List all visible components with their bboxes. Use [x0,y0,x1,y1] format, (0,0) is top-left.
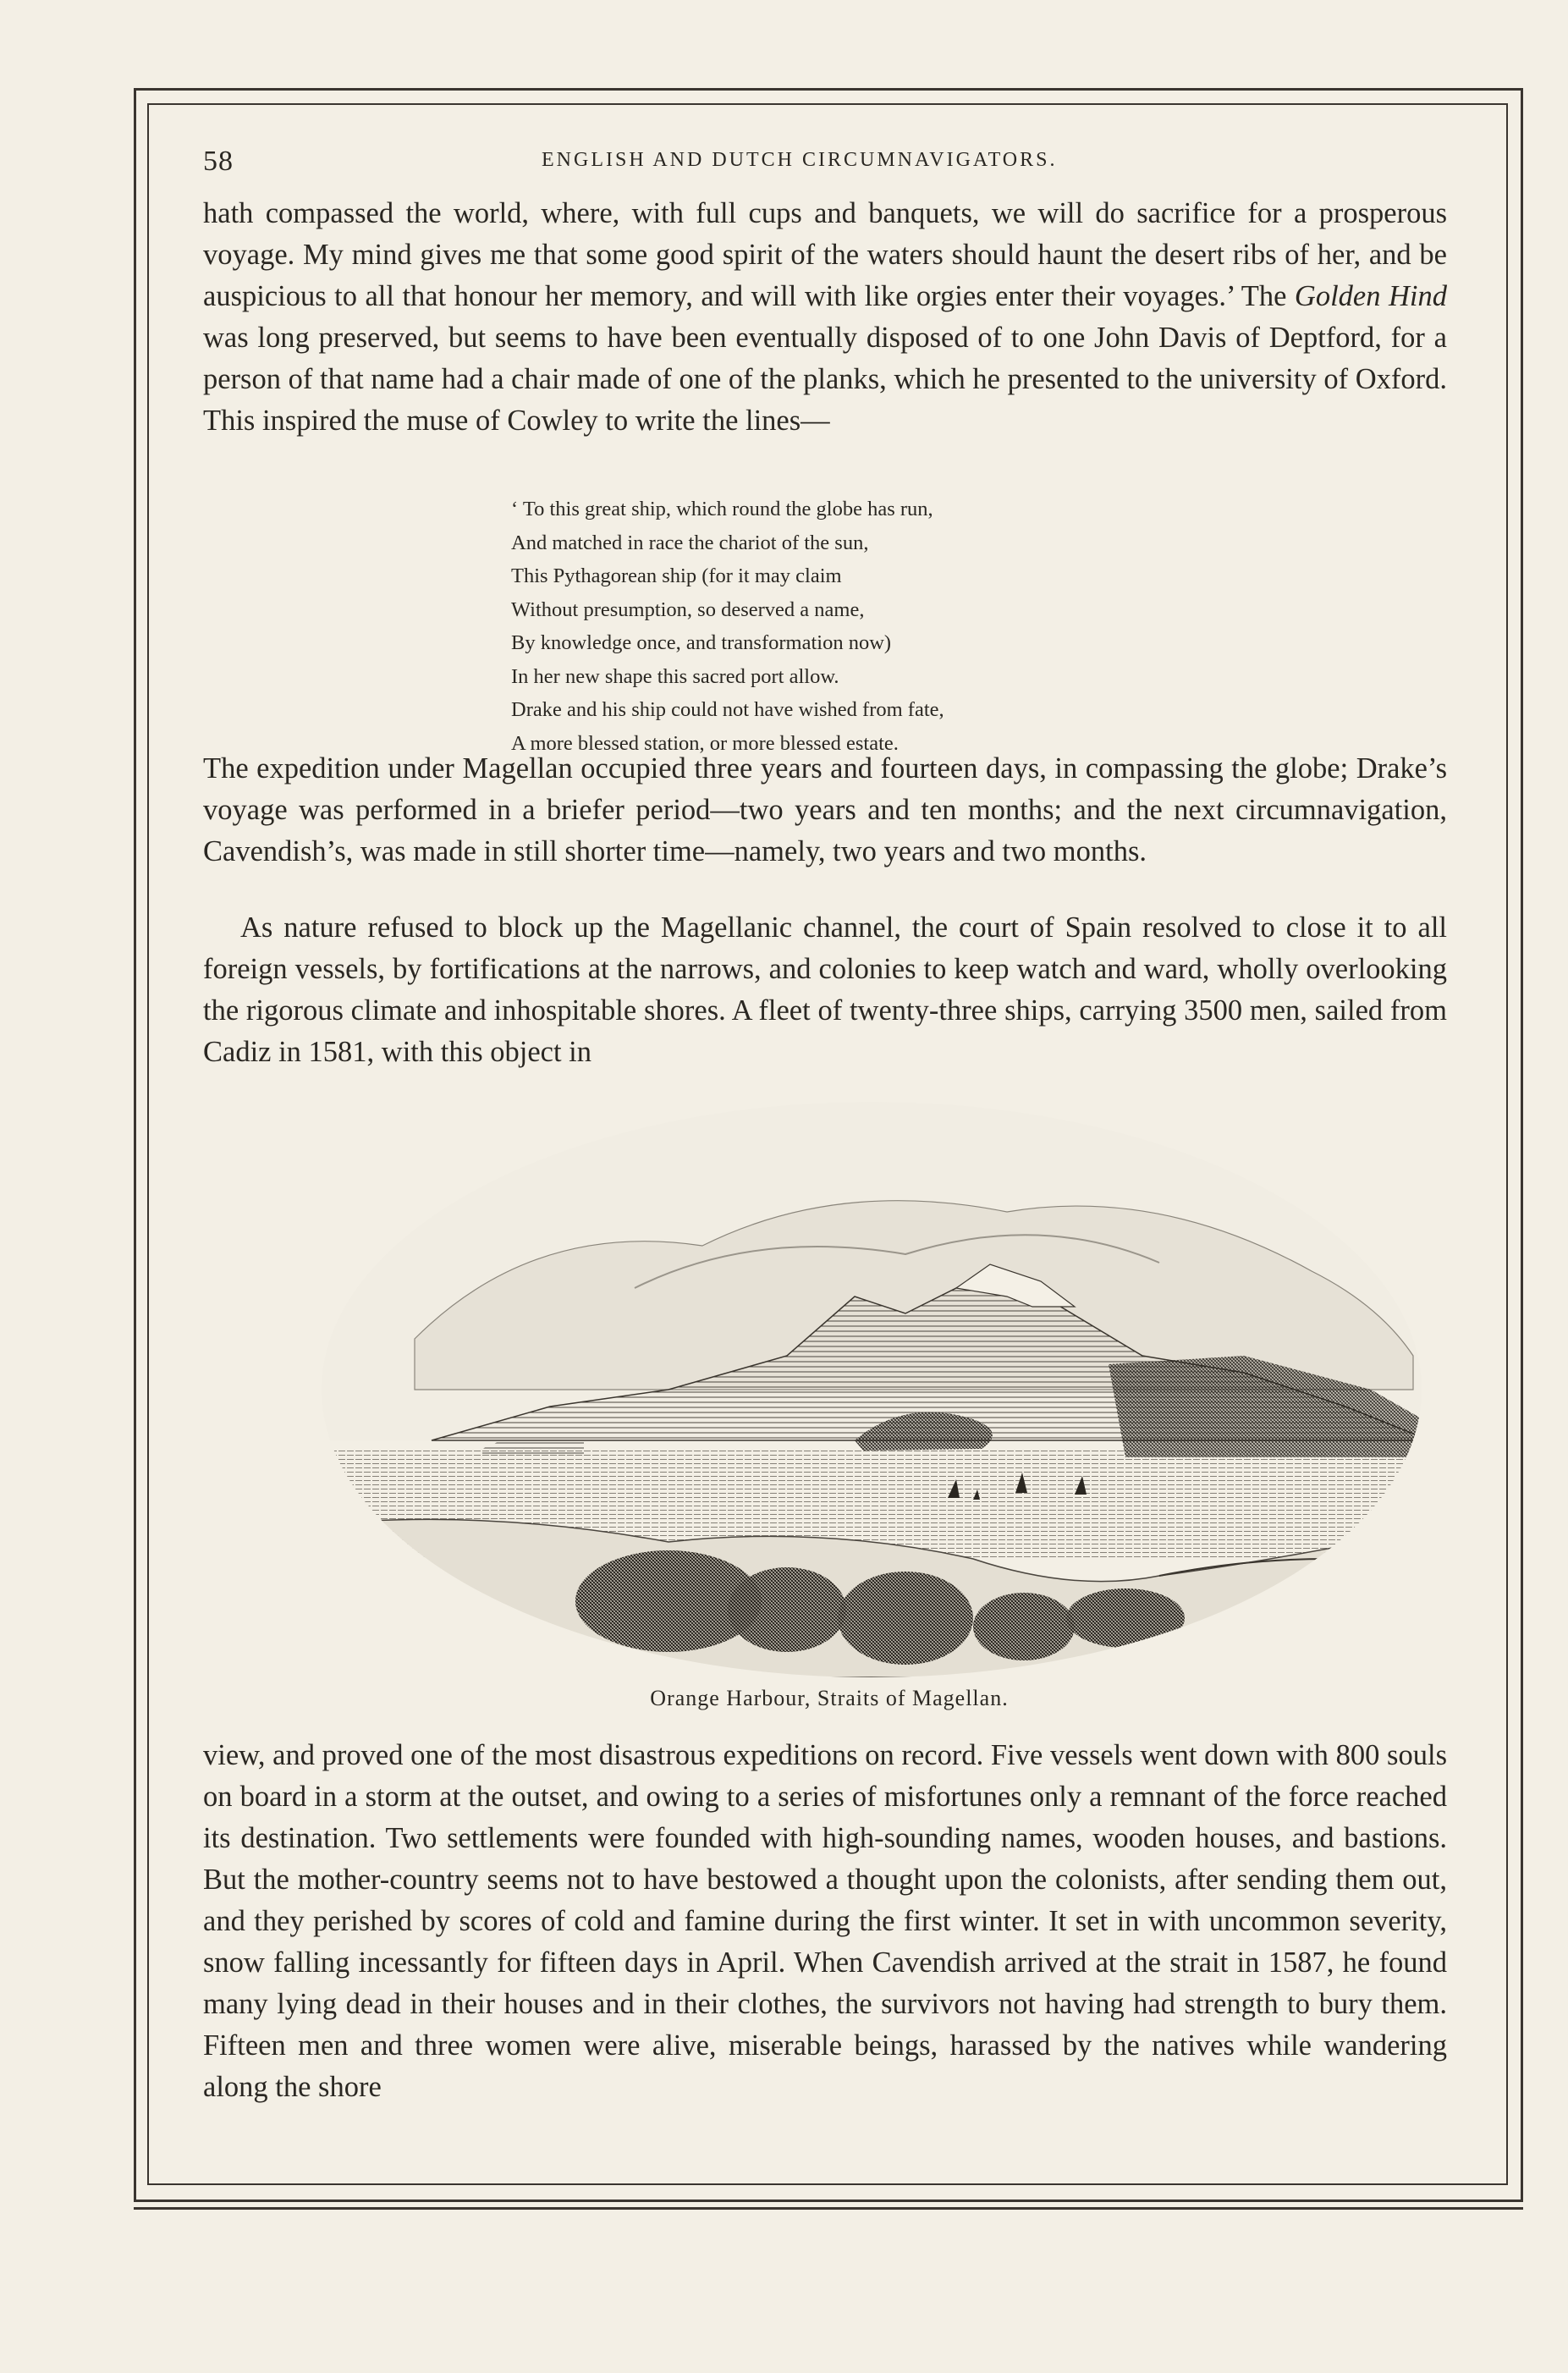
paragraph-magellanic-channel: As nature refused to block up the Magellanic channel, the court of Spain resolved to close it to all foreign vessels, by fortifications at the narrows, and colonies to keep watch and ward, wholly overlooking the rigorous climate and inhospitable shores. A fleet of twenty-three ships, carrying 3500 men, sailed from Cadiz in 1581, with this object in [203,911,1447,1068]
poem-line: In her new shape this sacred port allow. [511,664,839,688]
cowley-poem [511,493,1154,760]
poem-line: This Pythagorean ship (for it may claim [511,564,842,587]
poem-line: And matched in race the chariot of the sun, [511,531,869,554]
bottom-rule [134,2207,1523,2210]
paragraph-expedition-durations: The expedition under Magellan occupied three years and fourteen days, in compassing the globe; Drake’s voyage was performed in a briefer period—two years and ten months; and the next circumnavigation, Cavendish’s, was made in still shorter time—namely, two years and two months. [203,752,1447,867]
poem-line: Drake and his ship could not have wished from fate, [511,698,944,721]
harbour-engraving [313,1085,1447,1677]
tree-cluster [838,1572,973,1665]
tree-cluster [728,1567,846,1652]
ship-name-golden-hind: Golden Hind [1294,280,1447,312]
paragraph-golden-hind-part1: hath compassed the world, where, with full cups and banquets, we will do sacrifice for a prosperous voyage. My mind gives me that some good spirit of the waters should haunt the desert ribs of her, and be auspicious to all that honour her memory, and will with like orgies enter their voyages.’ The [203,197,1447,312]
poem-line: A more blessed station, or more blessed estate. [511,731,899,755]
tree-cluster [973,1593,1075,1660]
poem-line: ‘ To this great ship, which round the globe has run, [511,498,933,520]
paragraph-golden-hind [203,193,1447,442]
poem-line: By knowledge once, and transformation now) [511,631,892,654]
paragraph-disastrous-expedition: view, and proved one of the most disastrous expeditions on record. Five vessels went down with 800 souls on board in a storm at the outset, and owing to a series of misfortunes only a remnant of the force reached its destination. Two settlements were founded with high-sounding names, wooden houses, and bastions. But the mother-country seems not to have bestowed a thought upon the colonists, after sending them out, and they perished by scores of cold and famine during the first winter. It set in with uncommon severity, snow falling incessantly for fifteen days in April. When Cavendish arrived at the strait in 1587, he found many lying dead in their houses and in their clothes, the survivors not having had strength to bury them. Fifteen men and three women were alive, miserable beings, harassed by the natives while wandering along the shore [203,1739,1447,2103]
paragraph-golden-hind-part2: was long preserved, but seems to have been eventually disposed of to one John Davis of Deptford, for a person of that name had a chair made of one of the planks, which he presented to the university of Oxford. This inspired the muse of Cowley to write the lines— [203,322,1447,437]
running-head: ENGLISH AND DUTCH CIRCUMNAVIGATORS. [542,149,1058,171]
poem-line: Without presumption, so deserved a name, [511,597,865,621]
tree-cluster [1066,1588,1185,1648]
page-number: 58 [203,146,234,177]
illustration-caption: Orange Harbour, Straits of Magellan. [650,1686,1009,1710]
